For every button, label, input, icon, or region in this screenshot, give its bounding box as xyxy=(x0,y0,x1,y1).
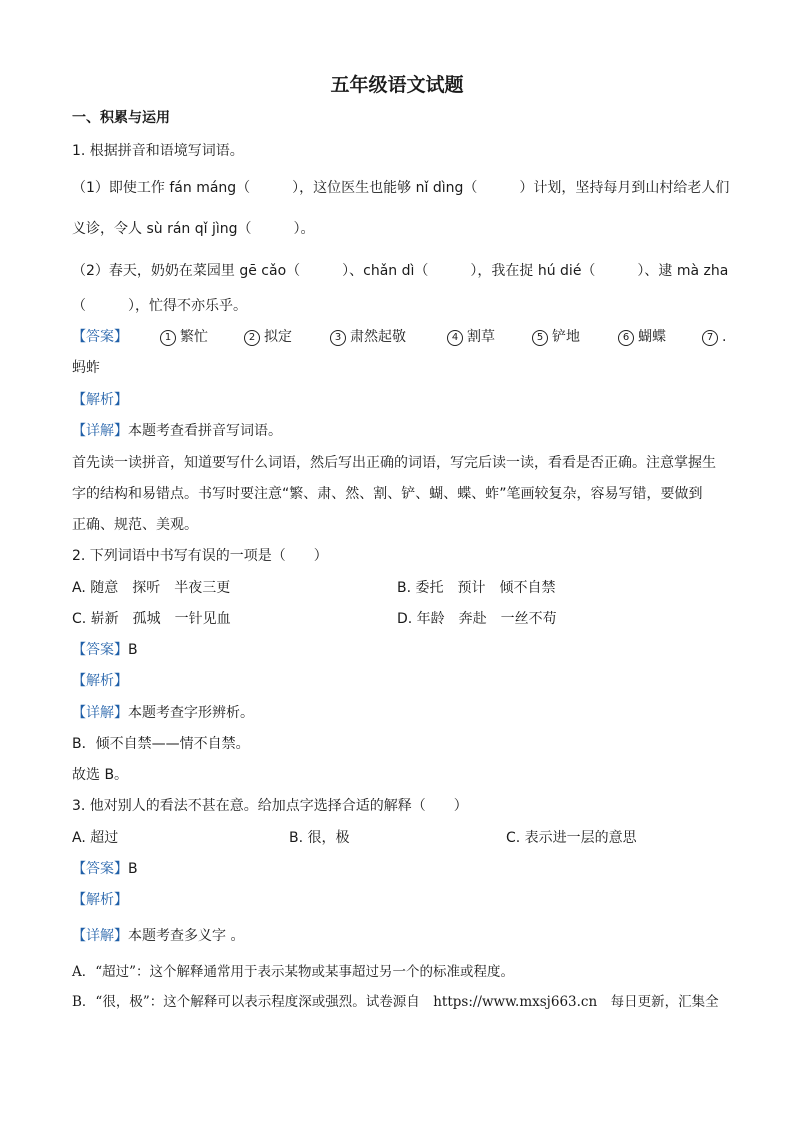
q1-body-3: 正确、规范、美观。 xyxy=(72,517,198,533)
answer-text: 繁忙 xyxy=(180,329,208,345)
answer-tag: 【答案】 xyxy=(72,861,128,877)
q1-part1-line2: 义诊，令人 sù rán qǐ jìng（ ）。 xyxy=(72,221,315,237)
q1-answer-wrap: 蚂蚱 xyxy=(72,360,100,376)
q2-stem: 2. 下列词语中书写有误的一项是（ ） xyxy=(72,548,328,564)
q2-option-b: B. 委托 预计 倾不自禁 xyxy=(397,580,556,596)
q3-option-c: C. 表示进一层的意思 xyxy=(506,830,637,846)
q3-option-b: B. 很，极 xyxy=(289,830,350,846)
q3-stem: 3. 他对别人的看法不甚在意。给加点字选择合适的解释（ ） xyxy=(72,798,468,814)
circled-number: 5 xyxy=(532,330,548,346)
detail-tag: 【详解】 xyxy=(72,423,128,439)
q2-option-a: A. 随意 探听 半夜三更 xyxy=(72,580,231,596)
q1-answer-1 xyxy=(160,327,208,347)
q1-part2-line1: （2）春天，奶奶在菜园里 gē cǎo（ ）、chǎn dì（ ），我在捉 hú dié（ ）、逮 mà zha xyxy=(72,263,729,279)
answer-text: 割草 xyxy=(467,329,495,345)
answer-tag: 【答案】 xyxy=(72,642,128,658)
q1-body-2: 字的结构和易错点。书写时要注意“繁、肃、然、割、铲、蝴、蝶、蚱”笔画较复杂，容易写错，要做到 xyxy=(72,486,703,502)
q3-option-a: A. 超过 xyxy=(72,830,119,846)
answer-text: 蝴蝶 xyxy=(638,329,666,345)
q2-analysis-tag: 【解析】 xyxy=(72,673,128,689)
detail-tag: 【详解】 xyxy=(72,928,128,944)
q1-part1-line1: （1）即使工作 fán máng（ ），这位医生也能够 nǐ dìng（ ）计划，坚持每月到山村给老人们 xyxy=(72,180,730,196)
q1-analysis-tag: 【解析】 xyxy=(72,392,128,408)
q1-body-1: 首先读一读拼音，知道要写什么词语，然后写出正确的词语，写完后读一读，看看是否正确。注意掌握生 xyxy=(72,455,716,471)
q1-answer-4 xyxy=(447,327,495,347)
q3-analysis-tag: 【解析】 xyxy=(72,892,128,908)
q3-line-b: B．“很，极”：这个解释可以表示程度深或强烈。试卷源自 https://www.mxsj663.cn 每日更新，汇集全 xyxy=(72,994,719,1010)
q2-line-1: B．倾不自禁——情不自禁。 xyxy=(72,736,250,752)
circled-number: 3 xyxy=(330,330,346,346)
q1-part2-line2: （ ），忙得不亦乐乎。 xyxy=(72,298,247,314)
q1-answer-tag: 【答案】 xyxy=(72,329,128,345)
detail-text: 本题考查字形辨析。 xyxy=(128,705,254,721)
section-heading: 一、积累与运用 xyxy=(72,110,170,126)
circled-number: 4 xyxy=(447,330,463,346)
q1-answer-3 xyxy=(330,327,406,347)
q2-option-c: C. 崭新 孤城 一针见血 xyxy=(72,611,231,627)
circled-number: 2 xyxy=(244,330,260,346)
answer-value: B xyxy=(128,861,138,877)
q1-answer-5 xyxy=(532,327,580,347)
q1-answer-7 xyxy=(702,327,726,347)
detail-text: 本题考查看拼音写词语。 xyxy=(128,423,282,439)
circled-number: 6 xyxy=(618,330,634,346)
q1-detail xyxy=(72,421,722,441)
q2-option-d: D. 年龄 奔赴 一丝不苟 xyxy=(397,611,557,627)
q1-answer-2 xyxy=(244,327,292,347)
answer-value: B xyxy=(128,642,138,658)
answer-text: 肃然起敬 xyxy=(350,329,406,345)
page-title: 五年级语文试题 xyxy=(330,74,464,96)
detail-tag: 【详解】 xyxy=(72,705,128,721)
q3-answer xyxy=(72,859,722,879)
answer-text: . xyxy=(722,329,727,345)
q3-detail xyxy=(72,926,722,946)
q1-answer-6 xyxy=(618,327,666,347)
detail-text: 本题考查多义字 。 xyxy=(128,928,245,944)
q1-stem: 1. 根据拼音和语境写词语。 xyxy=(72,143,244,159)
circled-number: 7 xyxy=(702,330,718,346)
q3-line-a: A．“超过”：这个解释通常用于表示某物或某事超过另一个的标准或程度。 xyxy=(72,964,515,980)
q2-detail xyxy=(72,703,722,723)
q2-answer xyxy=(72,640,722,660)
answer-text: 铲地 xyxy=(552,329,580,345)
circled-number: 1 xyxy=(160,330,176,346)
q2-line-2: 故选 B。 xyxy=(72,767,129,783)
answer-text: 拟定 xyxy=(264,329,292,345)
